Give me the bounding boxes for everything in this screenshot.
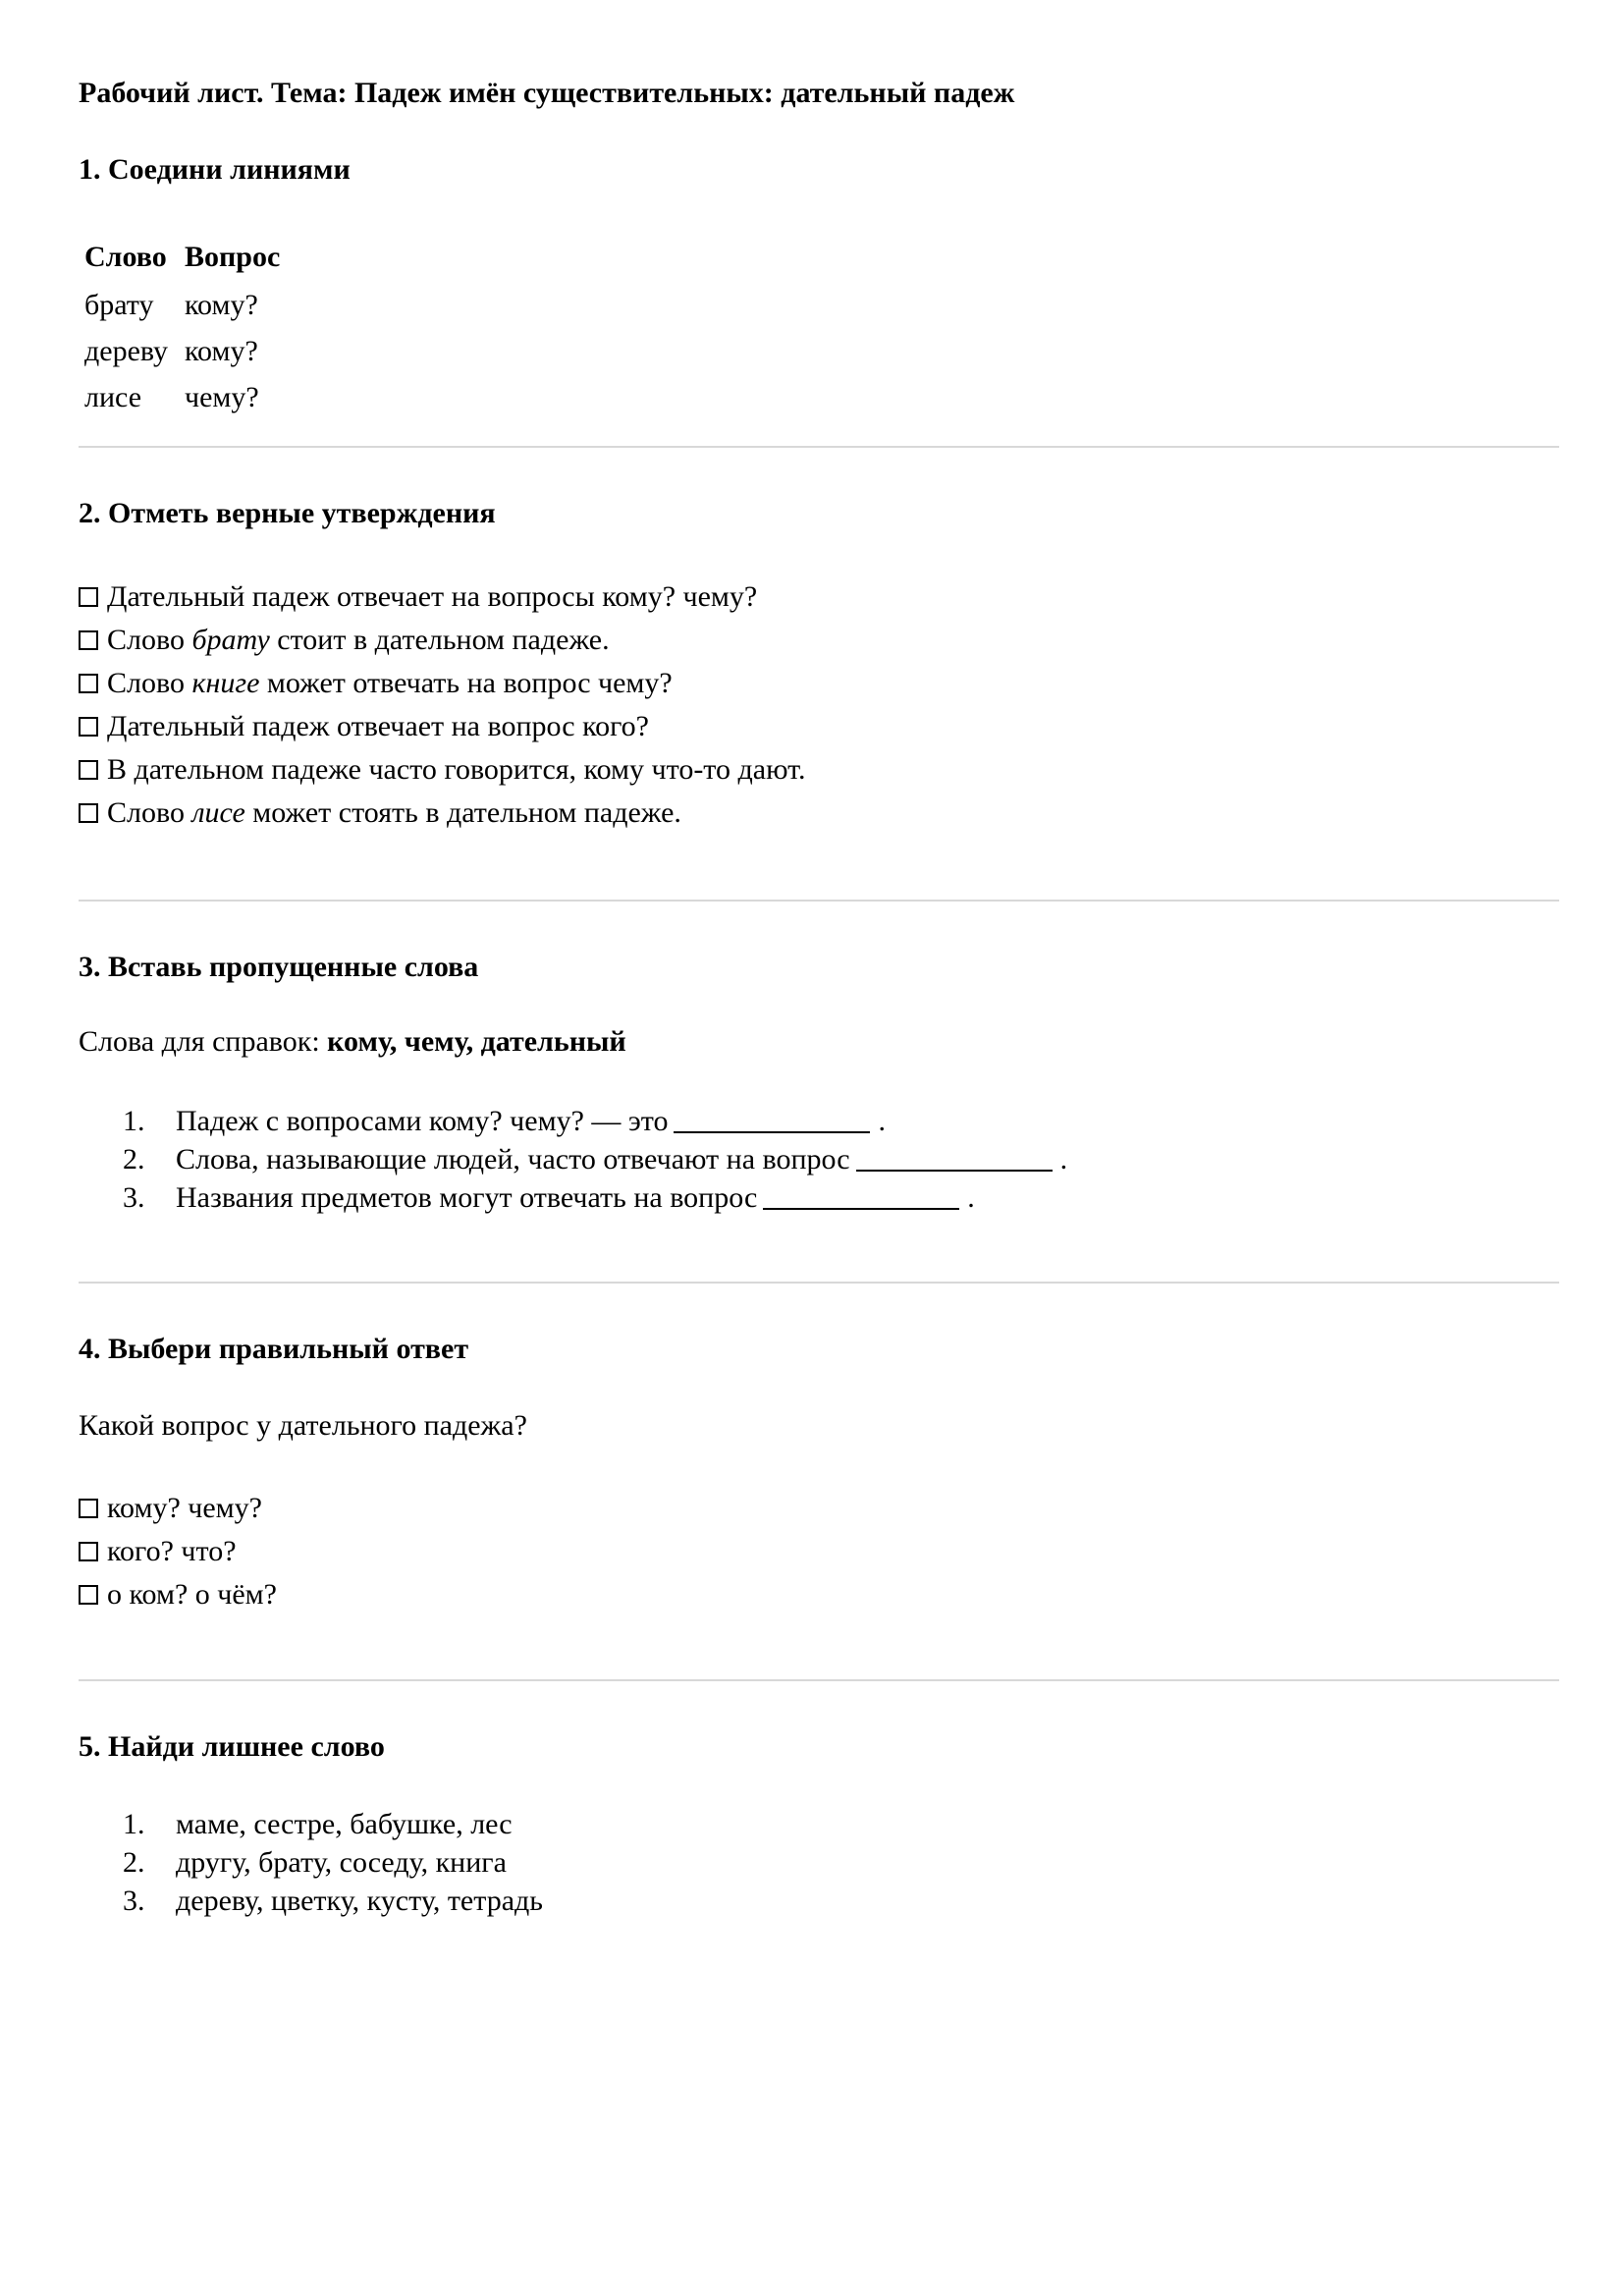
statement-text: Дательный падеж отвечает на вопрос кого? (107, 710, 649, 742)
section-divider (79, 446, 1559, 448)
list-item (123, 1178, 1067, 1217)
statement-item (79, 619, 805, 662)
item-text: маме, сестре, бабушке, лес (176, 1808, 513, 1840)
item-text: другу, брату, соседу, книга (176, 1846, 507, 1879)
list-item (123, 1102, 1067, 1140)
option-label: о ком? о чём? (107, 1578, 277, 1611)
statement-item (79, 575, 805, 619)
checkbox[interactable] (79, 760, 98, 780)
checkbox[interactable] (79, 587, 98, 607)
item-end: . (967, 1181, 975, 1214)
word-cell: брату (84, 288, 154, 321)
checkbox[interactable] (79, 1542, 98, 1561)
statement-text: стоит в дательном падеже. (269, 624, 610, 656)
question-cell: кому? (185, 334, 258, 367)
word-bank-label: Слова для справок: (79, 1025, 328, 1058)
section-divider (79, 900, 1559, 902)
item-end: . (878, 1105, 886, 1137)
page-title: Рабочий лист. Тема: Падеж имён существительных: дательный падеж (79, 77, 1015, 109)
word-bank-words: кому, чему, дательный (327, 1025, 626, 1058)
item-number: 3. (123, 1181, 145, 1214)
table-row (84, 282, 280, 328)
item-text: дереву, цветку, кусту, тетрадь (176, 1885, 543, 1917)
statement-emphasis: книге (191, 667, 260, 699)
word-bank (79, 1025, 626, 1059)
list-item (123, 1805, 543, 1843)
answer-blank[interactable] (763, 1182, 959, 1210)
statement-item (79, 662, 805, 705)
item-number: 2. (123, 1846, 145, 1879)
checkbox[interactable] (79, 717, 98, 737)
statements-list (79, 575, 805, 835)
list-item (123, 1843, 543, 1882)
statement-text: Дательный падеж отвечает на вопросы кому? чему? (107, 580, 758, 613)
item-end: . (1059, 1143, 1068, 1175)
column-header-word: Слово (84, 241, 167, 273)
item-number: 1. (123, 1808, 145, 1840)
question-text: Какой вопрос у дательного падежа? (79, 1409, 527, 1442)
statement-item (79, 748, 805, 792)
statement-text: может отвечать на вопрос чему? (259, 667, 673, 699)
statement-text: Слово (107, 796, 192, 829)
question-cell: чему? (185, 380, 259, 413)
column-header-question: Вопрос (185, 241, 281, 273)
checkbox[interactable] (79, 630, 98, 650)
answer-option (79, 1573, 277, 1616)
section-5-heading: 5. Найди лишнее слово (79, 1730, 385, 1763)
section-divider (79, 1282, 1559, 1284)
matching-table (84, 233, 280, 420)
item-number: 2. (123, 1143, 145, 1175)
odd-one-out-list (123, 1805, 543, 1920)
item-text: Падеж с вопросами кому? чему? — это (176, 1105, 669, 1137)
item-text: Названия предметов могут отвечать на вопрос (176, 1181, 758, 1214)
word-cell: дереву (84, 334, 169, 367)
list-item (123, 1140, 1067, 1178)
item-number: 1. (123, 1105, 145, 1137)
statement-text: может стоять в дательном падеже. (244, 796, 681, 829)
table-row (84, 328, 280, 374)
item-number: 3. (123, 1885, 145, 1917)
answer-option (79, 1487, 277, 1530)
item-text: Слова, называющие людей, часто отвечают на вопрос (176, 1143, 850, 1175)
word-cell: лисе (84, 380, 142, 413)
statement-text: В дательном падеже часто говорится, кому что-то дают. (107, 753, 806, 786)
section-4-heading: 4. Выбери правильный ответ (79, 1333, 469, 1365)
statement-text: Слово (107, 624, 192, 656)
option-label: кого? что? (107, 1535, 237, 1567)
checkbox[interactable] (79, 1499, 98, 1518)
section-1-heading: 1. Соедини линиями (79, 153, 351, 186)
statement-item (79, 705, 805, 748)
checkbox[interactable] (79, 1585, 98, 1605)
statement-item (79, 792, 805, 835)
statement-emphasis: брату (191, 624, 270, 656)
answer-blank[interactable] (856, 1144, 1053, 1172)
checkbox[interactable] (79, 674, 98, 693)
section-3-heading: 3. Вставь пропущенные слова (79, 951, 479, 983)
table-row (84, 374, 280, 420)
section-divider (79, 1679, 1559, 1681)
answer-blank[interactable] (674, 1106, 870, 1133)
statement-text: Слово (107, 667, 192, 699)
answer-option (79, 1530, 277, 1573)
section-2-heading: 2. Отметь верные утверждения (79, 497, 496, 529)
option-label: кому? чему? (107, 1492, 262, 1524)
statement-emphasis: лисе (191, 796, 245, 829)
checkbox[interactable] (79, 803, 98, 823)
fill-in-list (123, 1102, 1067, 1217)
answer-options (79, 1487, 277, 1616)
question-cell: кому? (185, 288, 258, 321)
list-item (123, 1882, 543, 1920)
